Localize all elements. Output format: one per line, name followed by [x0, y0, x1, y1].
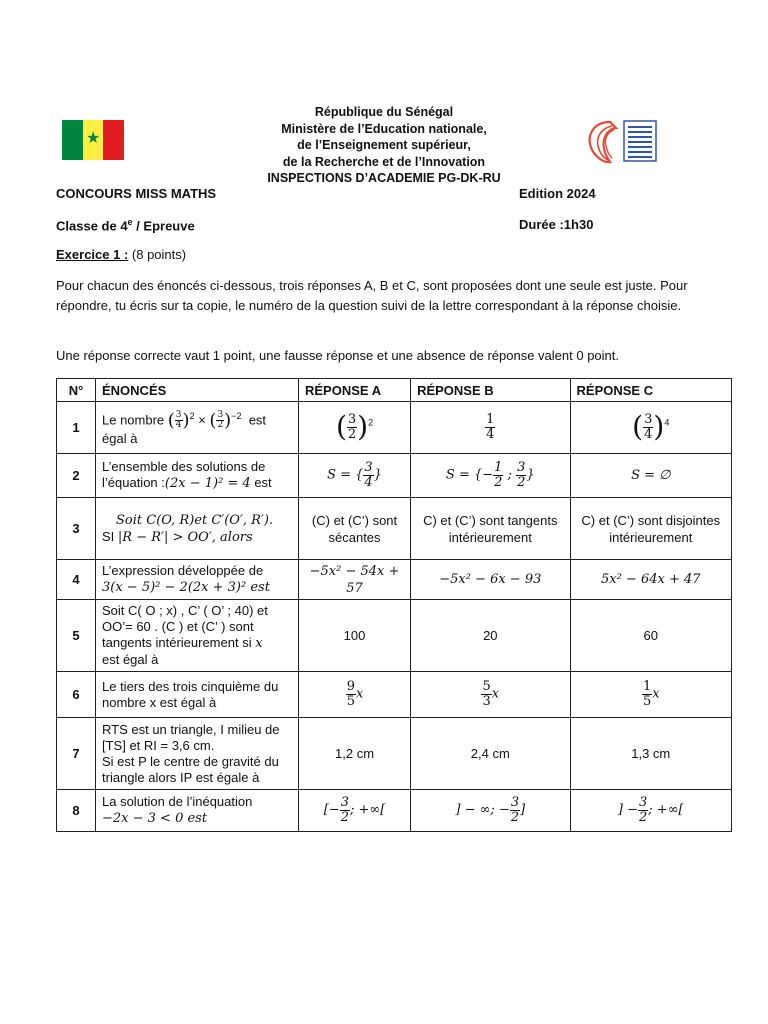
header-num: N°: [57, 379, 96, 402]
institution-header: [200, 104, 568, 187]
answer-c: 60: [570, 600, 731, 672]
answer-b: 2,4 cm: [411, 718, 570, 790]
flag-green-band: [62, 120, 83, 160]
answer-b: C) et (C’) sont tangents intérieurement: [411, 498, 570, 560]
answer-c: 5x² − 64x + 47: [570, 560, 731, 600]
q-math: 3(x − 5)² − 2(2x + 3)² est: [102, 580, 270, 595]
q-math: Soit C(O, R)et C′(O′, R′).: [116, 512, 274, 528]
question-number: 2: [57, 454, 96, 498]
q-line: est: [250, 475, 272, 490]
question-statement: [96, 672, 299, 718]
answer-c: ( $\frac{3}{4}$ )$^4$: [570, 402, 731, 454]
q-line: OO’= 60 . (C ) et (C’ ) sont: [102, 619, 254, 634]
question-statement: [96, 600, 299, 672]
table-row: [57, 600, 732, 672]
question-statement: Le nombre ( $\frac{3}{4}$ )$^2$ × ( $\frac{3}{2}$ )$^{-2}$ est égal à: [96, 402, 299, 454]
q-line: SI: [102, 528, 118, 544]
ministry-logo: [582, 118, 658, 164]
question-statement: [96, 718, 299, 790]
answer-a: S = { $\frac{3}{4}$ }: [299, 454, 411, 498]
question-statement: [96, 498, 299, 560]
edition: Edition 2024: [519, 186, 596, 201]
answer-b: $\frac{1}{4}$: [411, 402, 570, 454]
answer-c: C) et (C’) sont disjointes intérieurement: [570, 498, 731, 560]
answer-b: ] − ∞; − $\frac{3}{2}$ ]: [411, 790, 570, 832]
answer-a: (C) et (C’) sont sécantes: [299, 498, 411, 560]
class-sup: e: [127, 217, 133, 227]
q1-text-est: est: [248, 412, 267, 428]
q1-text: Le nombre: [102, 412, 168, 428]
senegal-flag: [62, 120, 124, 160]
header-line: République du Sénégal: [314, 105, 454, 119]
q-line: [TS] et RI = 3,6 cm.: [102, 737, 215, 753]
header-line: INSPECTIONS D’ACADEMIE PG-DK-RU: [267, 171, 501, 185]
contest-title: CONCOURS MISS MATHS: [56, 186, 217, 201]
answer-a: [− $\frac{3}{2}$ ; +∞[: [299, 790, 411, 832]
q-line: Si est P le centre de gravité du: [102, 753, 279, 769]
table-header-row: [57, 379, 732, 402]
table-row: [57, 790, 732, 832]
answer-a: ( $\frac{3}{2}$ )$^2$: [299, 402, 411, 454]
header-line: Ministère de l’Education nationale,: [281, 121, 487, 136]
answer-c-exponent: 4: [664, 417, 670, 428]
q-math: |R − R′| > OO′, alors: [117, 529, 253, 545]
q-line: L’ensemble des solutions de: [102, 459, 266, 474]
answer-c: ] − $\frac{3}{2}$ ; +∞[: [570, 790, 731, 832]
table-row: [57, 672, 732, 718]
question-number: 7: [57, 718, 96, 790]
answer-b: S = {− $\frac{1}{2}$ ; $\frac{3}{2}$ }: [411, 454, 570, 498]
q-line: tangents intérieurement si: [102, 635, 256, 650]
table-row: [57, 498, 732, 560]
q-line: triangle alors IP est égale à: [102, 769, 260, 785]
question-number: 3: [57, 498, 96, 560]
flag-red-band: [103, 120, 124, 160]
flag-star-icon: ★: [86, 130, 101, 147]
exercise-points: (8 points): [128, 247, 187, 262]
header-a: RÉPONSE A: [299, 379, 411, 402]
q-line: Soit C( O ; x) , C’ ( O’ ; 40) et: [102, 603, 268, 618]
answer-c: S = ∅: [570, 454, 731, 498]
q-line: Le tiers des trois cinquième du: [102, 678, 279, 694]
answer-a: −5x² − 54x + 57: [299, 560, 411, 600]
table-row: [57, 560, 732, 600]
header-statement: ÉNONCÉS: [96, 379, 299, 402]
q-line: La solution de l’inéquation: [102, 794, 253, 809]
question-statement: [96, 454, 299, 498]
answer-b: 20: [411, 600, 570, 672]
q-line: nombre x est égal à: [102, 694, 217, 710]
header-line: de l’Enseignement supérieur,: [297, 138, 471, 152]
exercise-title: Exercice 1 :: [56, 247, 129, 262]
answer-b: −5x² − 6x − 93: [411, 560, 570, 600]
answer-a: $\frac{9}{5}$ x: [299, 672, 411, 718]
instructions-paragraph: Pour chacun des énoncés ci-dessous, trois réponses A, B et C, sont proposées dont une seule est juste. Pour répondre, tu écris sur ta copie, le numéro de la question suivi de la lettre correspondant à la réponse choisie.: [56, 278, 688, 313]
question-number: 4: [57, 560, 96, 600]
q-math: (2x − 1)² = 4: [164, 476, 251, 491]
q-line: est égal à: [102, 652, 159, 667]
answer-a: 100: [299, 600, 411, 672]
duration: Durée :1h30: [519, 217, 594, 232]
answer-b: $\frac{5}{3}$ x: [411, 672, 570, 718]
table-row: [57, 402, 732, 454]
q-line: L’expression développée de: [102, 563, 264, 578]
header-b: RÉPONSE B: [411, 379, 570, 402]
exercise-heading: [56, 247, 186, 262]
question-statement: [96, 560, 299, 600]
q-math: x: [255, 636, 263, 651]
question-number: 8: [57, 790, 96, 832]
table-row: [57, 454, 732, 498]
table-row: [57, 718, 732, 790]
question-statement: [96, 790, 299, 832]
question-number: 1: [57, 402, 96, 454]
question-number: 6: [57, 672, 96, 718]
q-math: −2x − 3 < 0 est: [102, 811, 208, 826]
class-label: [56, 217, 195, 233]
answer-c: 1,3 cm: [570, 718, 731, 790]
header-line: de la Recherche et de l’Innovation: [282, 154, 486, 169]
q-line: RTS est un triangle, I milieu de: [102, 721, 280, 737]
q-line: l’équation :: [102, 475, 165, 490]
scoring-paragraph: Une réponse correcte vaut 1 point, une fausse réponse et une absence de réponse valent 0 point.: [56, 348, 619, 363]
q1-text-end: égal à: [102, 430, 138, 446]
question-number: 5: [57, 600, 96, 672]
header-c: RÉPONSE C: [570, 379, 731, 402]
answer-c: $\frac{1}{5}$ x: [570, 672, 731, 718]
class-suffix: / Epreuve: [132, 218, 195, 234]
answer-a: 1,2 cm: [299, 718, 411, 790]
answer-a-exponent: 2: [368, 417, 374, 428]
questions-table: [56, 378, 732, 832]
class-prefix: Classe de 4: [56, 218, 128, 234]
